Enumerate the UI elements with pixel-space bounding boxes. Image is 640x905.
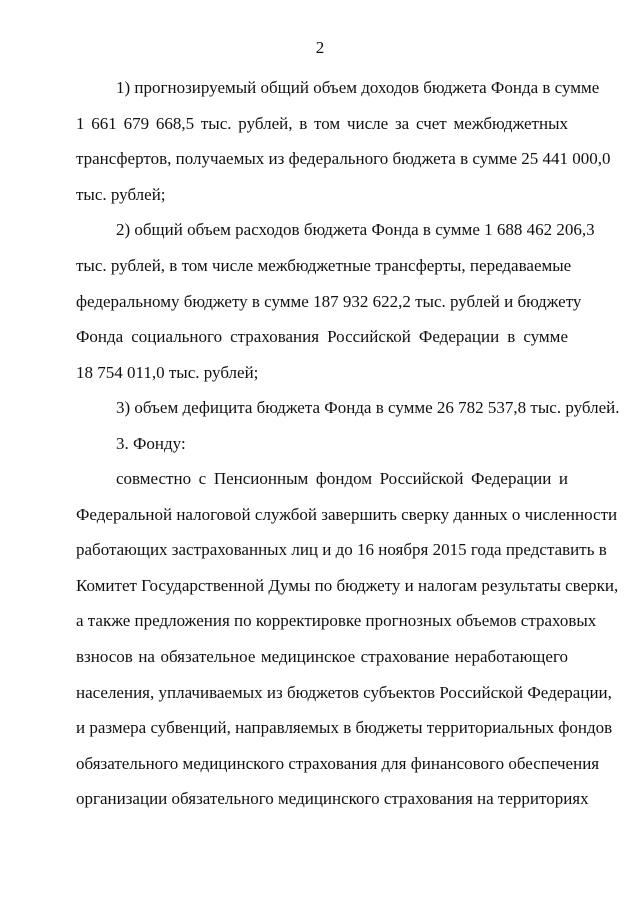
text-line-19: и размера субвенций, направляемых в бюджеты территориальных фондов	[76, 718, 613, 737]
text-line-8: Фонда социального страхования Российской Федерации в сумме	[76, 327, 568, 346]
text-line-14: работающих застрахованных лиц и до 16 ноября 2015 года представить в	[76, 540, 607, 559]
text-line-3: трансфертов, получаемых из федерального бюджета в сумме 25 441 000,0	[76, 149, 611, 168]
text-line-15: Комитет Государственной Думы по бюджету и налогам результаты сверки,	[76, 576, 619, 595]
text-line-21: организации обязательного медицинского страхования на территориях	[76, 789, 589, 808]
text-line-12: совместно с Пенсионным фондом Российской Федерации и	[116, 469, 568, 488]
text-line-16: а также предложения по корректировке прогнозных объемов страховых	[76, 611, 597, 630]
text-line-6: тыс. рублей, в том числе межбюджетные трансферты, передаваемые	[76, 256, 572, 275]
text-line-17: взносов на обязательное медицинское страхование неработающего	[76, 647, 568, 666]
text-line-11: 3. Фонду:	[116, 434, 186, 453]
text-line-18: населения, уплачиваемых из бюджетов субъектов Российской Федерации,	[76, 683, 612, 702]
text-line-13: Федеральной налоговой службой завершить сверку данных о численности	[76, 505, 618, 524]
text-line-7: федеральному бюджету в сумме 187 932 622,2 тыс. рублей и бюджету	[76, 292, 582, 311]
text-line-20: обязательного медицинского страхования для финансового обеспечения	[76, 754, 600, 773]
text-line-2: 1 661 679 668,5 тыс. рублей, в том числе за счет межбюджетных	[76, 114, 568, 133]
text-line-5: 2) общий объем расходов бюджета Фонда в сумме 1 688 462 206,3	[116, 220, 595, 239]
text-line-1: 1) прогнозируемый общий объем доходов бюджета Фонда в сумме	[116, 78, 600, 97]
page-number: 2	[315, 38, 325, 57]
text-line-9: 18 754 011,0 тыс. рублей;	[76, 363, 259, 382]
text-line-4: тыс. рублей;	[76, 185, 166, 204]
text-line-10: 3) объем дефицита бюджета Фонда в сумме 26 782 537,8 тыс. рублей.	[116, 398, 620, 417]
